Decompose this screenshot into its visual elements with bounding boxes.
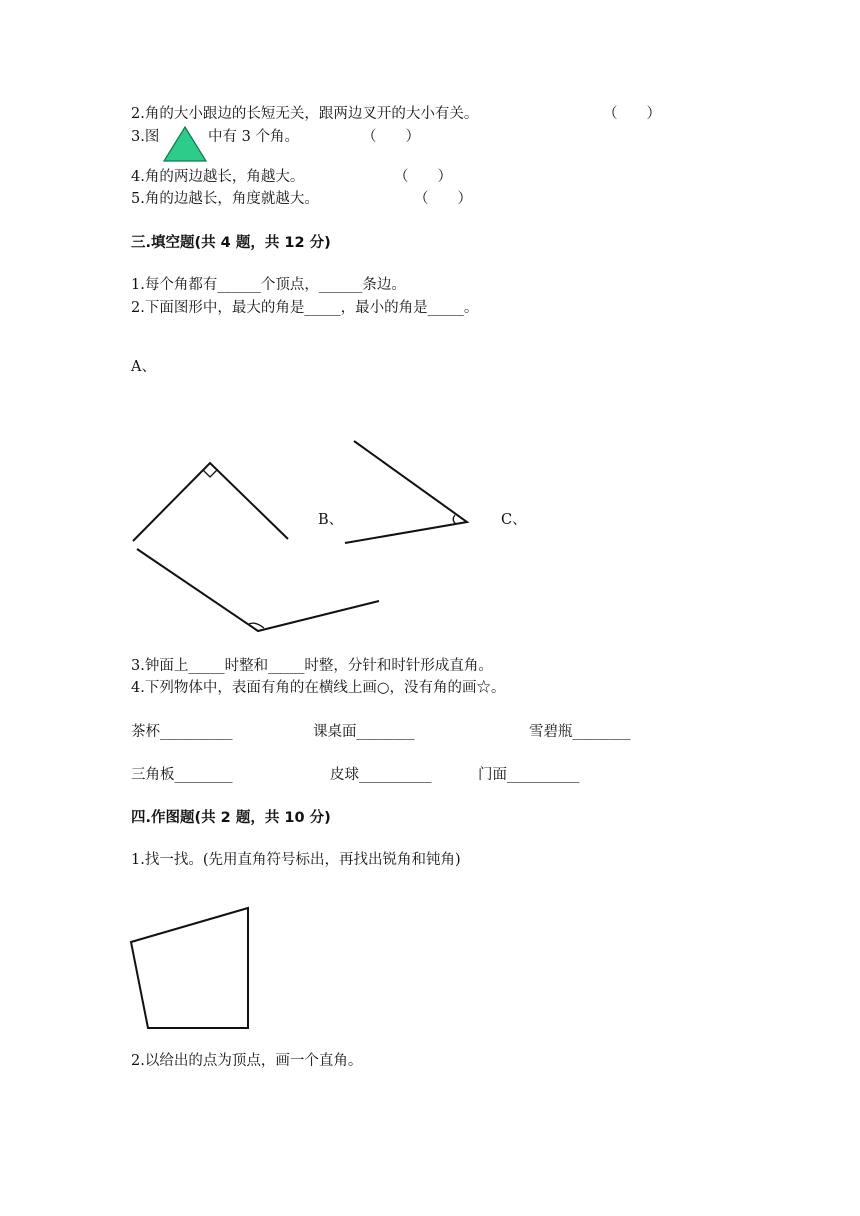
item-set-square[interactable]: 三角板________	[131, 767, 233, 783]
item-desk-surface[interactable]: 课桌面________	[313, 724, 415, 740]
item-sprite-bottle[interactable]: 雪碧瓶________	[529, 724, 631, 740]
angle-a-label: A、	[131, 359, 156, 375]
draw-q1-text: 1.找一找。(先用直角符号标出，再找出锐角和钝角)	[131, 852, 461, 868]
judge-q4-text: 4.角的两边越长，角越大。	[131, 169, 305, 185]
judge-q5-text: 5.角的边越长，角度就越大。	[131, 191, 319, 207]
fill-q2-text: 2.下面图形中，最大的角是_____，最小的角是_____。	[131, 300, 479, 316]
judge-q2-answer-paren[interactable]: （ ）	[603, 106, 661, 122]
angle-c-obtuse-angle	[137, 549, 379, 631]
judge-q5-answer-paren[interactable]: （ ）	[414, 191, 472, 207]
item-ball[interactable]: 皮球__________	[330, 767, 432, 783]
judge-q4-answer-paren[interactable]: （ ）	[394, 169, 452, 185]
draw-q2-text: 2.以给出的点为顶点，画一个直角。	[131, 1053, 363, 1069]
judge-q2-text: 2.角的大小跟边的长短无关，跟两边叉开的大小有关。	[131, 106, 479, 122]
fill-q1-text: 1.每个角都有______个顶点，______条边。	[131, 277, 406, 293]
judge-q3-text-after: 中有 3 个角。	[208, 129, 299, 145]
fill-q4-text: 4.下列物体中，表面有角的在横线上画○，没有角的画☆。	[131, 680, 506, 696]
judge-q3-answer-paren[interactable]: （ ）	[362, 129, 420, 145]
angle-a-right-angle	[133, 463, 288, 541]
angle-b-label: B、	[318, 512, 344, 528]
angle-c-label: C、	[501, 512, 527, 528]
item-door-surface[interactable]: 门面__________	[478, 767, 580, 783]
judge-q3-text-before: 3.图	[131, 129, 160, 145]
item-tea-cup[interactable]: 茶杯__________	[131, 724, 233, 740]
section-fill-heading: 三.填空题(共 4 题，共 12 分)	[131, 235, 331, 251]
fill-q3-text: 3.钟面上_____时整和_____时整，分针和时针形成直角。	[131, 658, 493, 674]
section-draw-heading: 四.作图题(共 2 题，共 10 分)	[131, 810, 331, 826]
angle-b-acute-angle	[345, 441, 467, 543]
